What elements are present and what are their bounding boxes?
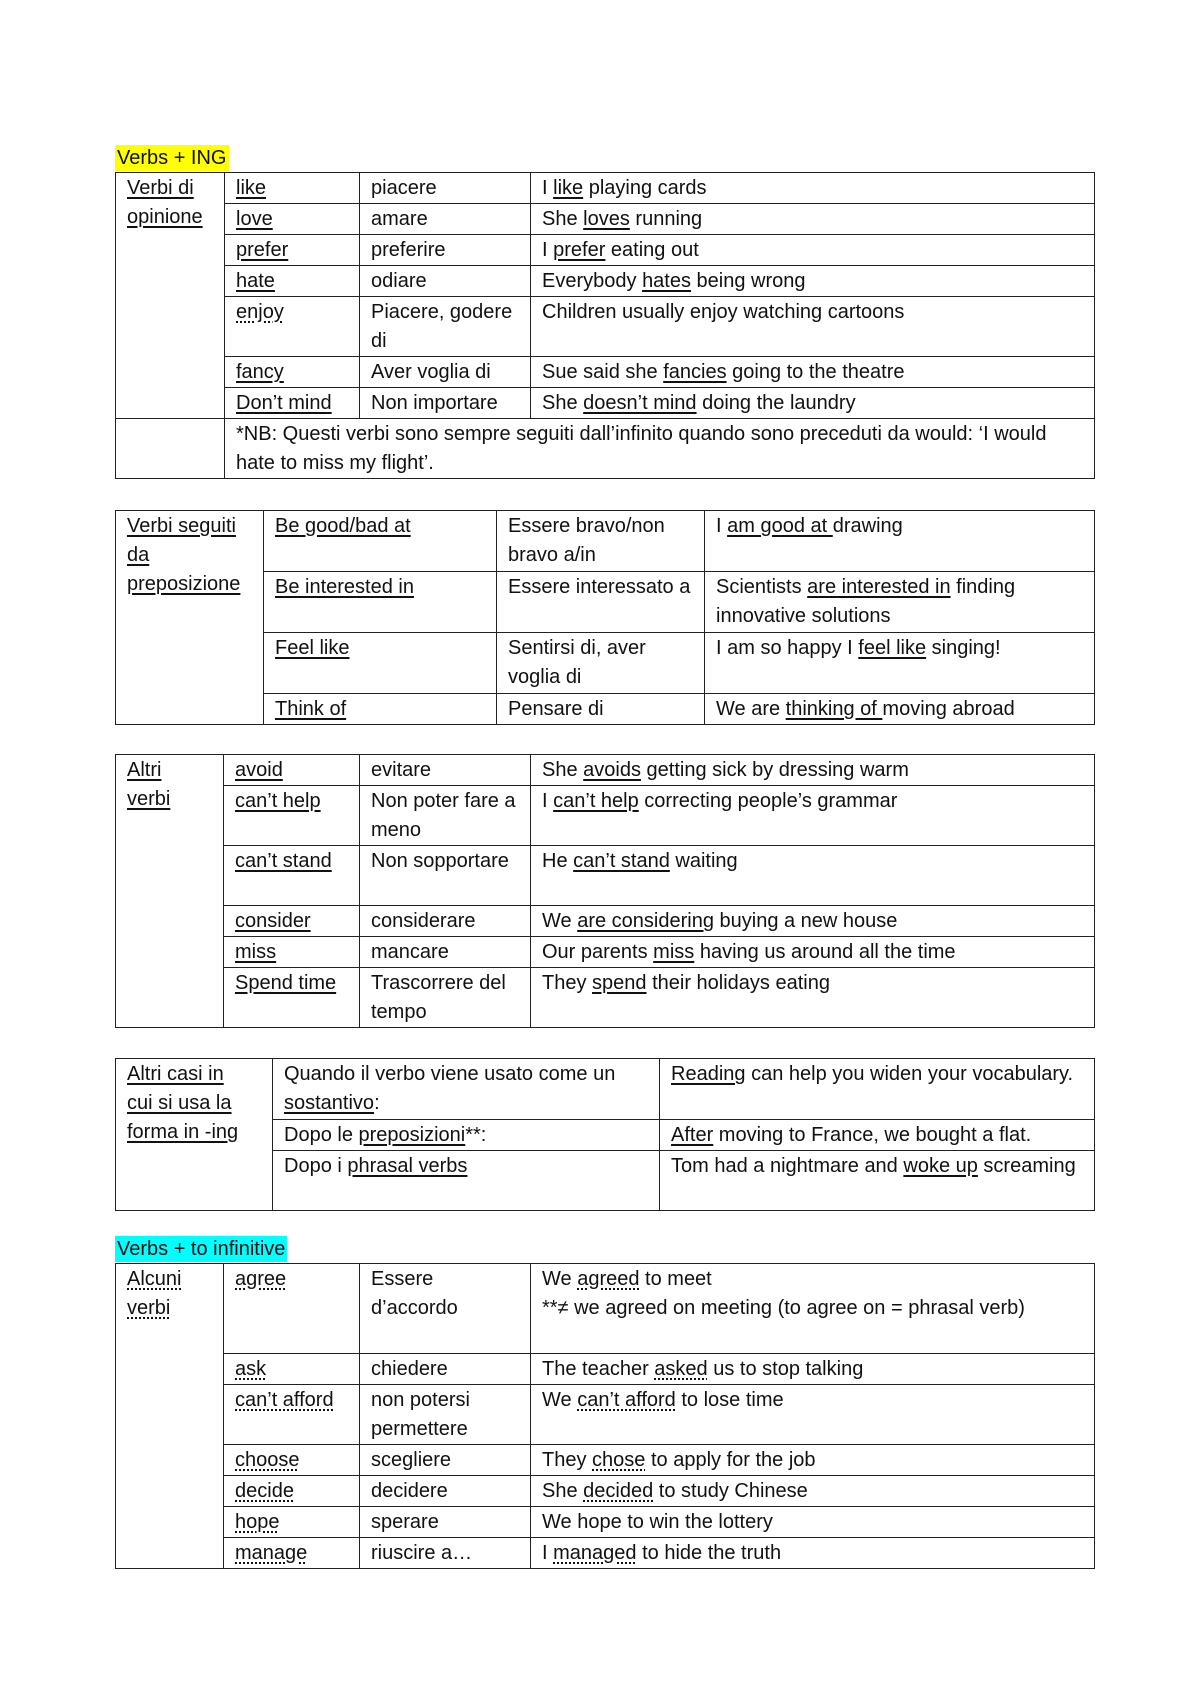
verb-cell: [224, 937, 360, 968]
table-altri-casi: [115, 1058, 1095, 1211]
table-row: [116, 1538, 1095, 1569]
translation-cell: piacere: [360, 173, 531, 204]
note-cell: *NB: Questi verbi sono sempre seguiti dall’infinito quando sono preceduti da would: ‘I would hate to miss my flight’.: [225, 419, 1095, 479]
cell-text: She: [542, 1480, 584, 1502]
cell-text: doesn’t mind: [583, 392, 697, 414]
cell-text: hates: [642, 270, 691, 292]
cell-text: I: [542, 790, 554, 812]
example-cell: [531, 388, 1095, 419]
cell-text: She: [542, 759, 584, 781]
verb-cell: [224, 1445, 360, 1476]
cell-text: Be good/bad at: [275, 515, 411, 537]
cell-text: We: [542, 1268, 578, 1290]
cell-text: Spend time: [235, 972, 337, 994]
translation-cell: mancare: [360, 937, 531, 968]
rule-cell: [273, 1151, 660, 1211]
example-cell: [660, 1151, 1095, 1211]
cell-text: loves: [583, 208, 630, 230]
cell-text: Feel like: [275, 637, 350, 659]
cell-text: Our parents: [542, 941, 654, 963]
cell-text: woke up: [903, 1155, 978, 1177]
verb-cell: [224, 906, 360, 937]
translation-cell: Sentirsi di, aver voglia di: [497, 633, 705, 694]
cell-text: They: [542, 1449, 593, 1471]
cell-text: drawing: [832, 515, 903, 537]
rule-cell: [273, 1120, 660, 1151]
translation-cell: decidere: [360, 1476, 531, 1507]
table-row: [116, 755, 1095, 786]
cell-text: fancies: [663, 361, 727, 383]
cell-text: doing the laundry: [696, 392, 856, 414]
verb-cell: [224, 846, 360, 906]
cell-text: waiting: [669, 850, 738, 872]
cell-text: playing cards: [583, 177, 707, 199]
cell-text: buying a new house: [713, 910, 898, 932]
category-cell: [116, 511, 264, 725]
translation-cell: amare: [360, 204, 531, 235]
cell-text: can’t afford: [235, 1389, 334, 1411]
cell-text: us to stop talking: [707, 1358, 864, 1380]
example-cell: [531, 297, 1095, 357]
section-heading-verbs-ing: Verbs + ING: [117, 147, 227, 169]
cell-text: Tom had a nightmare and: [671, 1155, 904, 1177]
translation-cell: Essere d’accordo: [360, 1264, 531, 1354]
example-cell: [531, 235, 1095, 266]
cell-text: sostantivo: [284, 1092, 375, 1114]
table-row: [116, 1354, 1095, 1385]
example-cell: [531, 1264, 1095, 1354]
cell-text: moving to France, we bought a flat.: [713, 1124, 1032, 1146]
table-verbi-preposizione: [115, 510, 1095, 725]
example-cell: [531, 1538, 1095, 1569]
cell-text: verbi: [127, 1297, 171, 1319]
table-row: [116, 1385, 1095, 1445]
cell-text: spend: [592, 972, 647, 994]
table-row: [116, 357, 1095, 388]
verb-cell: [224, 1507, 360, 1538]
example-cell: [705, 694, 1095, 725]
verb-cell: [225, 235, 360, 266]
example-cell: [705, 511, 1095, 572]
verb-cell: [224, 1385, 360, 1445]
table-row: [116, 906, 1095, 937]
section-heading-verbs-to-infinitive: Verbs + to infinitive: [117, 1238, 286, 1260]
example-cell: [660, 1059, 1095, 1120]
rule-cell: [273, 1059, 660, 1120]
example-cell: [531, 846, 1095, 906]
translation-cell: odiare: [360, 266, 531, 297]
table-row: [116, 786, 1095, 846]
translation-cell: non potersi permettere: [360, 1385, 531, 1445]
example-cell: [531, 266, 1095, 297]
table-row: [116, 419, 1095, 479]
cell-text: decided: [583, 1480, 654, 1502]
table-row: [116, 511, 1095, 572]
cell-text: Quando il verbo viene usato come un: [284, 1063, 616, 1085]
verb-cell: [225, 204, 360, 235]
cell-text: avoids: [583, 759, 641, 781]
example-cell: [531, 357, 1095, 388]
cell-text: I: [542, 177, 554, 199]
cell-text: I: [716, 515, 728, 537]
cell-text: agreed: [577, 1268, 640, 1290]
cell-text: can’t afford: [577, 1389, 676, 1411]
example-cell: [531, 906, 1095, 937]
verb-cell: [225, 297, 360, 357]
verb-cell: [264, 572, 497, 633]
cell-text: Sue said she: [542, 361, 664, 383]
cell-text: hate: [236, 270, 275, 292]
cell-text: to hide the truth: [636, 1542, 782, 1564]
cell-text: chose: [592, 1449, 646, 1471]
cell-text: Children usually enjoy watching cartoons: [542, 301, 905, 323]
cell-text: Dopo i: [284, 1155, 348, 1177]
cell-text: He: [542, 850, 574, 872]
cell-text: agree: [235, 1268, 287, 1290]
translation-cell: Trascorrere del tempo: [360, 968, 531, 1028]
cell-text: hope: [235, 1511, 280, 1533]
cell-text: love: [236, 208, 273, 230]
cell-text: I: [542, 239, 554, 261]
cell-text: da: [127, 544, 150, 566]
category-cell: [116, 1059, 273, 1211]
verb-cell: [225, 266, 360, 297]
cell-text: their holidays eating: [646, 972, 830, 994]
cell-text: forma in -ing: [127, 1121, 239, 1143]
cell-text: manage: [235, 1542, 308, 1564]
example-cell: [531, 204, 1095, 235]
table-altri-verbi: [115, 754, 1095, 1028]
cell-text: eating out: [605, 239, 699, 261]
table-alcuni-verbi: [115, 1263, 1095, 1569]
table-row: [116, 1476, 1095, 1507]
cell-text: asked: [654, 1358, 708, 1380]
verb-cell: [264, 633, 497, 694]
cell-text: consider: [235, 910, 311, 932]
cell-text: I: [542, 1542, 554, 1564]
cell-text: can’t help: [235, 790, 321, 812]
verb-cell: [264, 694, 497, 725]
cell-text: finding innovative solutions: [716, 576, 1016, 627]
example-cell: [531, 1354, 1095, 1385]
verb-cell: [224, 786, 360, 846]
verb-cell: [225, 388, 360, 419]
table-row: [116, 204, 1095, 235]
cell-text: Dopo le: [284, 1124, 359, 1146]
cell-text: enjoy: [236, 301, 284, 323]
translation-cell: Non sopportare: [360, 846, 531, 906]
translation-cell: considerare: [360, 906, 531, 937]
table-row: [116, 1264, 1095, 1354]
translation-cell: Non poter fare a meno: [360, 786, 531, 846]
cell-text: can’t stand: [235, 850, 332, 872]
translation-cell: Non importare: [360, 388, 531, 419]
cell-text: They: [542, 972, 593, 994]
cell-text: screaming: [977, 1155, 1076, 1177]
cell-text: We: [542, 910, 578, 932]
example-cell: [705, 572, 1095, 633]
cell-text: to study Chinese: [653, 1480, 808, 1502]
translation-cell: Pensare di: [497, 694, 705, 725]
cell-text: like: [553, 177, 584, 199]
verb-cell: [225, 357, 360, 388]
cell-text: She: [542, 392, 584, 414]
cell-text: preposizione: [127, 573, 241, 595]
cell-text: decide: [235, 1480, 294, 1502]
translation-cell: riuscire a…: [360, 1538, 531, 1569]
verb-cell: [224, 1476, 360, 1507]
cell-text: can help you widen your vocabulary.: [745, 1063, 1074, 1085]
cell-text: Scientists: [716, 576, 808, 598]
cell-text: miss: [653, 941, 695, 963]
table-row: [116, 1507, 1095, 1538]
cell-text: like: [236, 177, 267, 199]
table-row: [116, 173, 1095, 204]
cell-text: We hope to win the lottery: [542, 1511, 773, 1533]
cell-text: Altri casi in: [127, 1063, 224, 1085]
table-verbi-opinione: [115, 172, 1095, 479]
cell-text: moving abroad: [882, 698, 1015, 720]
cell-text: choose: [235, 1449, 300, 1471]
cell-text: Verbi seguiti: [127, 515, 236, 537]
verb-cell: [224, 1538, 360, 1569]
cell-text: avoid: [235, 759, 283, 781]
cell-text: are considering: [577, 910, 714, 932]
cell-text: opinione: [127, 206, 203, 228]
cell-text: feel like: [858, 637, 927, 659]
category-cell: [116, 755, 224, 1028]
translation-cell: Essere interessato a: [497, 572, 705, 633]
category-cell: [116, 173, 225, 419]
example-cell: [531, 1507, 1095, 1538]
cell-text: prefer: [553, 239, 606, 261]
cell-text: thinking of: [785, 698, 883, 720]
cell-text: preposizioni: [358, 1124, 466, 1146]
translation-cell: Piacere, godere di: [360, 297, 531, 357]
cell-text: Alcuni: [127, 1268, 182, 1290]
cell-text: cui si usa la: [127, 1092, 232, 1114]
cell-text: can’t help: [553, 790, 639, 812]
example-cell: [531, 786, 1095, 846]
example-cell: [531, 937, 1095, 968]
table-row: [116, 968, 1095, 1028]
cell-text: to meet: [639, 1268, 712, 1290]
cell-text: singing!: [926, 637, 1001, 659]
verb-cell: [224, 1264, 360, 1354]
cell-text: We are: [716, 698, 786, 720]
cell-text: She: [542, 208, 584, 230]
translation-cell: Essere bravo/non bravo a/in: [497, 511, 705, 572]
example-cell: [531, 968, 1095, 1028]
table-row: [116, 388, 1095, 419]
cell-text: to lose time: [675, 1389, 784, 1411]
cell-text: am good at: [727, 515, 833, 537]
cell-text: **:: [465, 1124, 487, 1146]
verb-cell: [225, 173, 360, 204]
translation-cell: chiedere: [360, 1354, 531, 1385]
cell-text: The teacher: [542, 1358, 655, 1380]
translation-cell: sperare: [360, 1507, 531, 1538]
cell-text: After: [671, 1124, 714, 1146]
cell-text: correcting people’s grammar: [638, 790, 898, 812]
example-cell: [531, 755, 1095, 786]
translation-cell: evitare: [360, 755, 531, 786]
verb-cell: [224, 755, 360, 786]
table-row: [116, 235, 1095, 266]
table-row: [116, 1445, 1095, 1476]
cell-text: going to the theatre: [726, 361, 905, 383]
cell-text: fancy: [236, 361, 284, 383]
cell-text: being wrong: [691, 270, 806, 292]
cell-text: getting sick by dressing warm: [640, 759, 909, 781]
example-cell: [531, 173, 1095, 204]
cell-text: **≠ we agreed on meeting (to agree on = phrasal verb): [542, 1297, 1025, 1319]
cell-text: managed: [553, 1542, 637, 1564]
cell-text: can’t stand: [573, 850, 670, 872]
table-row: [116, 937, 1095, 968]
cell-text: to apply for the job: [645, 1449, 816, 1471]
cell-text: having us around all the time: [694, 941, 956, 963]
cell-text: ask: [235, 1358, 267, 1380]
cell-text: Be interested in: [275, 576, 414, 598]
table-row: [116, 846, 1095, 906]
cell-text: Everybody: [542, 270, 643, 292]
cell-text: phrasal verbs: [347, 1155, 468, 1177]
example-cell: [705, 633, 1095, 694]
category-cell: [116, 1264, 224, 1569]
cell-text: Altri: [127, 759, 162, 781]
cell-text: running: [629, 208, 703, 230]
table-row: [116, 266, 1095, 297]
example-cell: [531, 1445, 1095, 1476]
translation-cell: preferire: [360, 235, 531, 266]
example-cell: [531, 1476, 1095, 1507]
example-cell: [660, 1120, 1095, 1151]
cell-text: Think of: [275, 698, 347, 720]
verb-cell: [264, 511, 497, 572]
cell-text: verbi: [127, 788, 171, 810]
verb-cell: [224, 1354, 360, 1385]
cell-text: We: [542, 1389, 578, 1411]
cell-text: Verbi di: [127, 177, 194, 199]
cell-text: Reading: [671, 1063, 746, 1085]
example-cell: [531, 1385, 1095, 1445]
table-row: [116, 1059, 1095, 1120]
cell-text: miss: [235, 941, 277, 963]
translation-cell: Aver voglia di: [360, 357, 531, 388]
table-row: [116, 297, 1095, 357]
cell-text: prefer: [236, 239, 289, 261]
verb-cell: [224, 968, 360, 1028]
translation-cell: scegliere: [360, 1445, 531, 1476]
cell-text: Don’t mind: [236, 392, 332, 414]
cell-text: I am so happy I: [716, 637, 859, 659]
cell-text: are interested in: [807, 576, 951, 598]
cell-text: :: [374, 1092, 380, 1114]
